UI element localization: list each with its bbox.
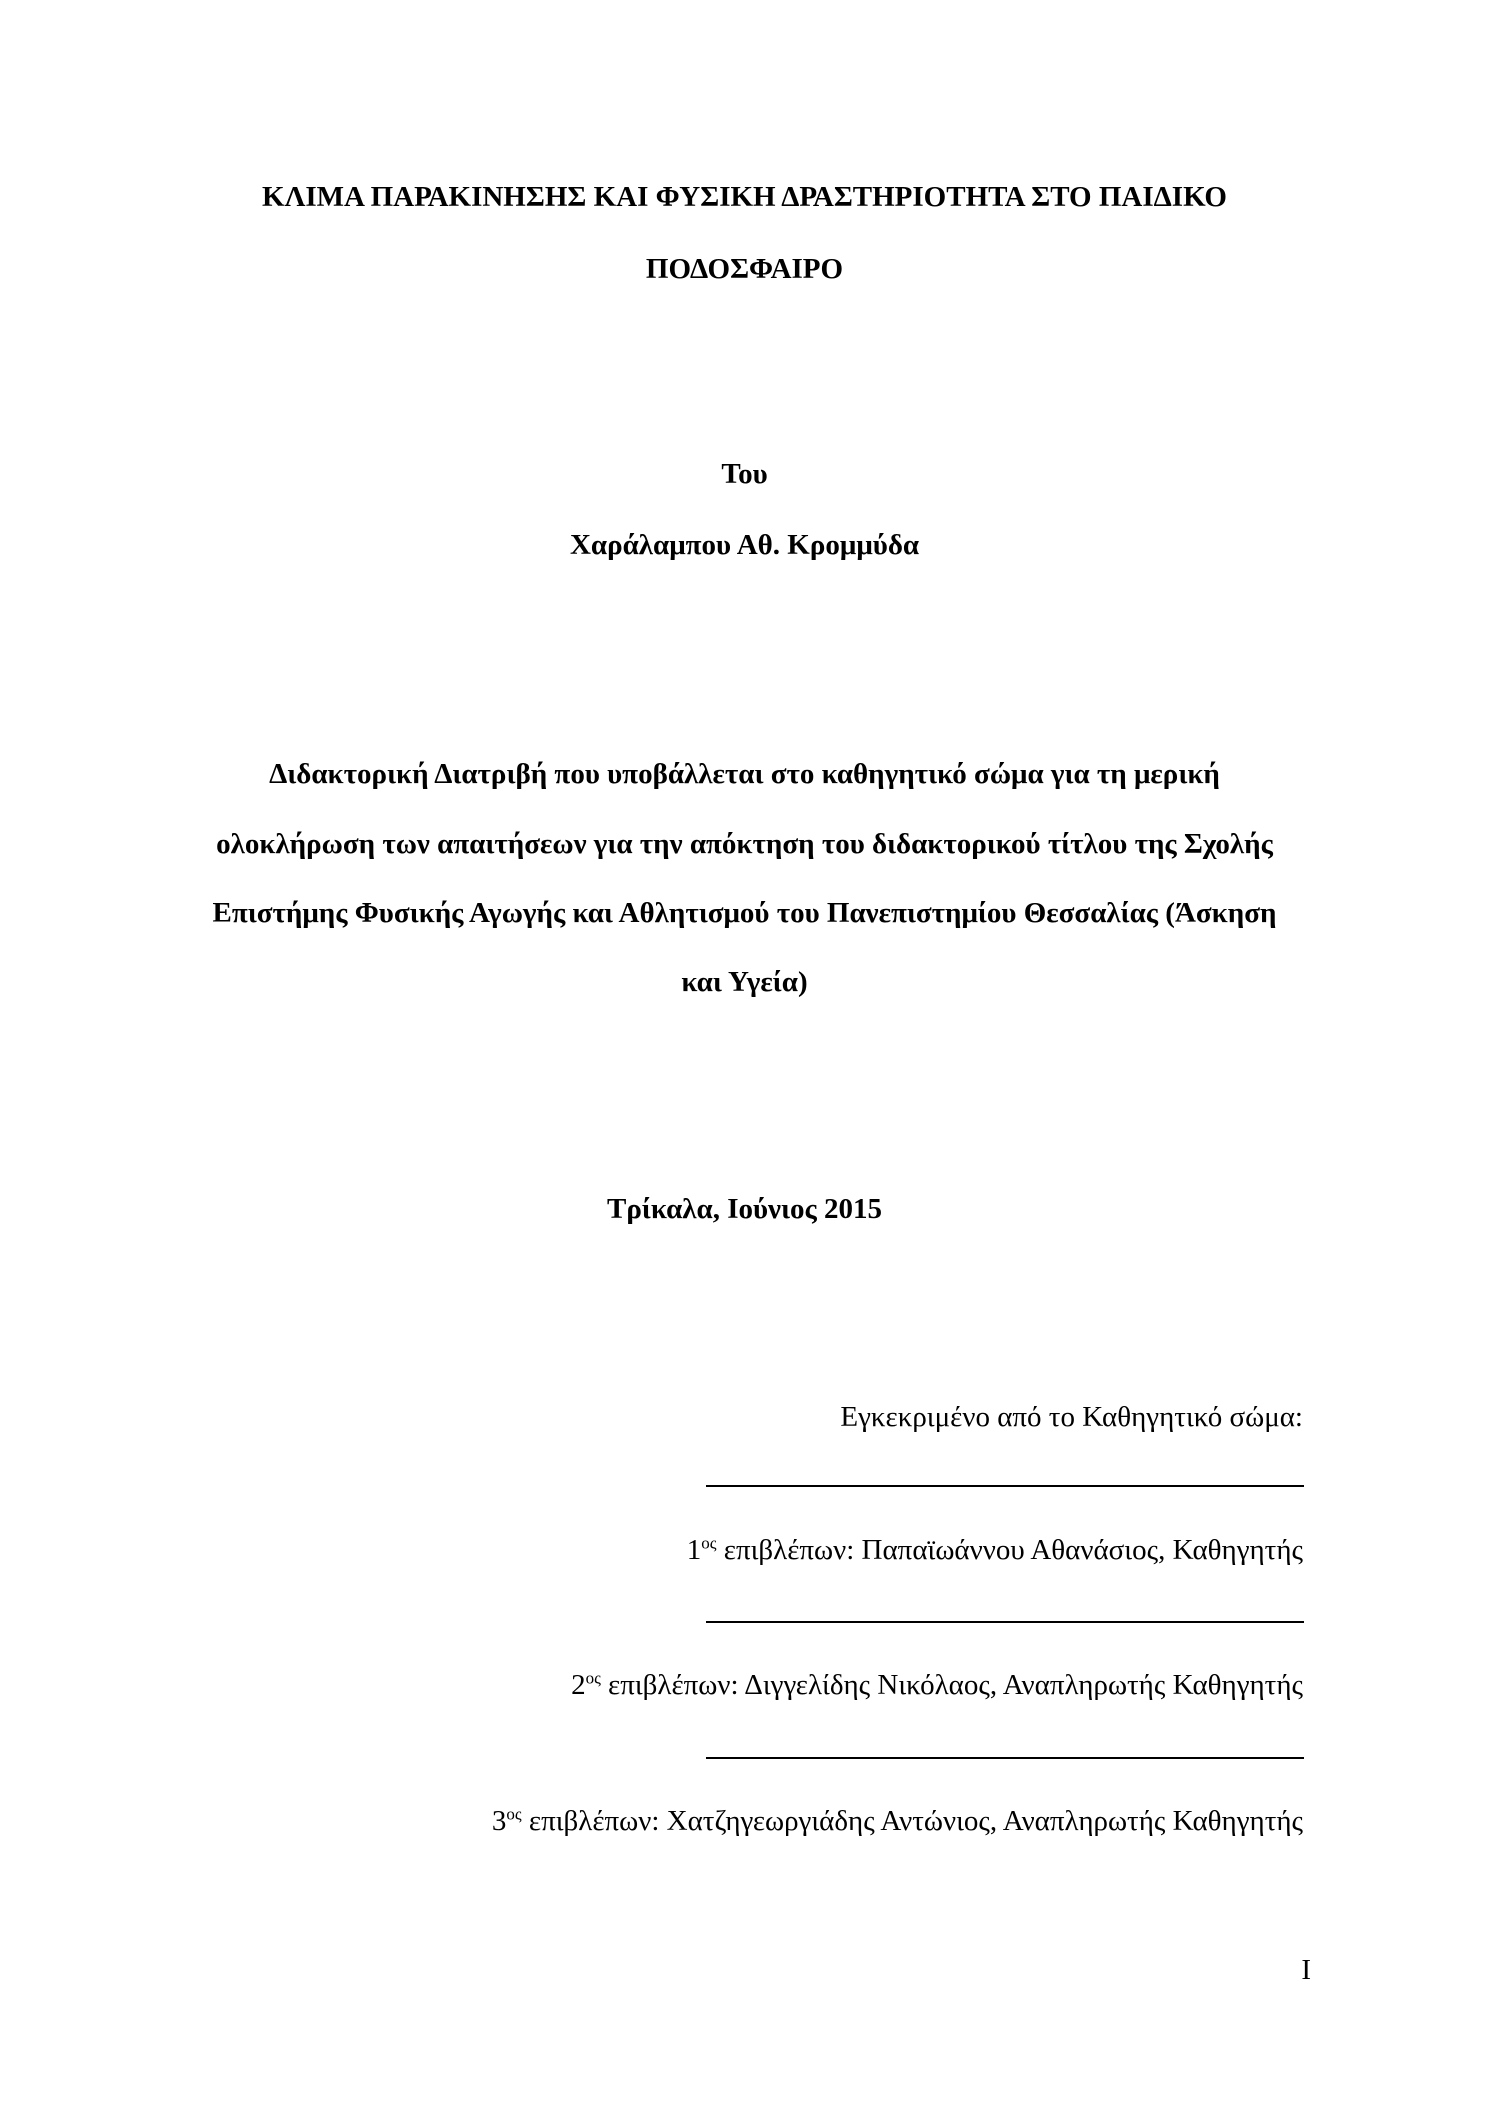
signature-line-3 <box>706 1757 1304 1759</box>
supervisor-2-ordinal: ος <box>585 1668 601 1688</box>
supervisor-3-text: επιβλέπων: Χατζηγεωργιάδης Αντώνιος, Αναπληρωτής Καθηγητής <box>528 1805 1303 1837</box>
title-line-1: ΚΛΙΜΑ ΠΑΡΑΚΙΝΗΣΗΣ ΚΑΙ ΦΥΣΙΚΗ ΔΡΑΣΤΗΡΙΟΤΗΤΑ ΣΤΟ ΠΑΙΔΙΚΟ <box>262 181 1227 213</box>
description-line-1: Διδακτορική Διατριβή που υποβάλλεται στο καθηγητικό σώμα για τη μερική <box>269 758 1220 790</box>
approval-heading: Εγκεκριμένο από το Καθηγητικό σώμα: <box>840 1401 1303 1433</box>
signature-line-1 <box>706 1485 1304 1487</box>
supervisor-1-text: επιβλέπων: Παπαϊωάννου Αθανάσιος, Καθηγητής <box>723 1534 1303 1566</box>
description-line-2: ολοκλήρωση των απαιτήσεων για την απόκτηση του διδακτορικού τίτλου της Σχολής <box>216 828 1273 860</box>
supervisor-2-text: επιβλέπων: Διγγελίδης Νικόλαος, Αναπληρωτής Καθηγητής <box>608 1669 1303 1701</box>
page-number: I <box>1301 1954 1311 1986</box>
signature-line-2 <box>706 1621 1304 1623</box>
supervisor-1-number: 1 <box>686 1534 702 1566</box>
title-line-2: ΠΟΔΟΣΦΑΙΡΟ <box>645 253 844 285</box>
supervisor-3 <box>492 1804 1303 1838</box>
description-line-3: Επιστήμης Φυσικής Αγωγής και Αθλητισμού του Πανεπιστημίου Θεσσαλίας (Άσκηση <box>212 897 1277 929</box>
supervisor-2-number: 2 <box>571 1669 586 1701</box>
supervisor-3-ordinal: ος <box>506 1804 522 1824</box>
author-name: Χαράλαμπου Αθ. Κρομμύδα <box>569 529 920 561</box>
supervisor-1-ordinal: ος <box>701 1533 717 1553</box>
supervisor-1 <box>687 1533 1303 1567</box>
supervisor-2 <box>571 1668 1303 1702</box>
author-prefix: Του <box>721 458 768 490</box>
description-line-4: και Υγεία) <box>681 966 808 998</box>
supervisor-3-number: 3 <box>491 1805 507 1837</box>
place-date: Τρίκαλα, Ιούνιος 2015 <box>606 1193 882 1225</box>
